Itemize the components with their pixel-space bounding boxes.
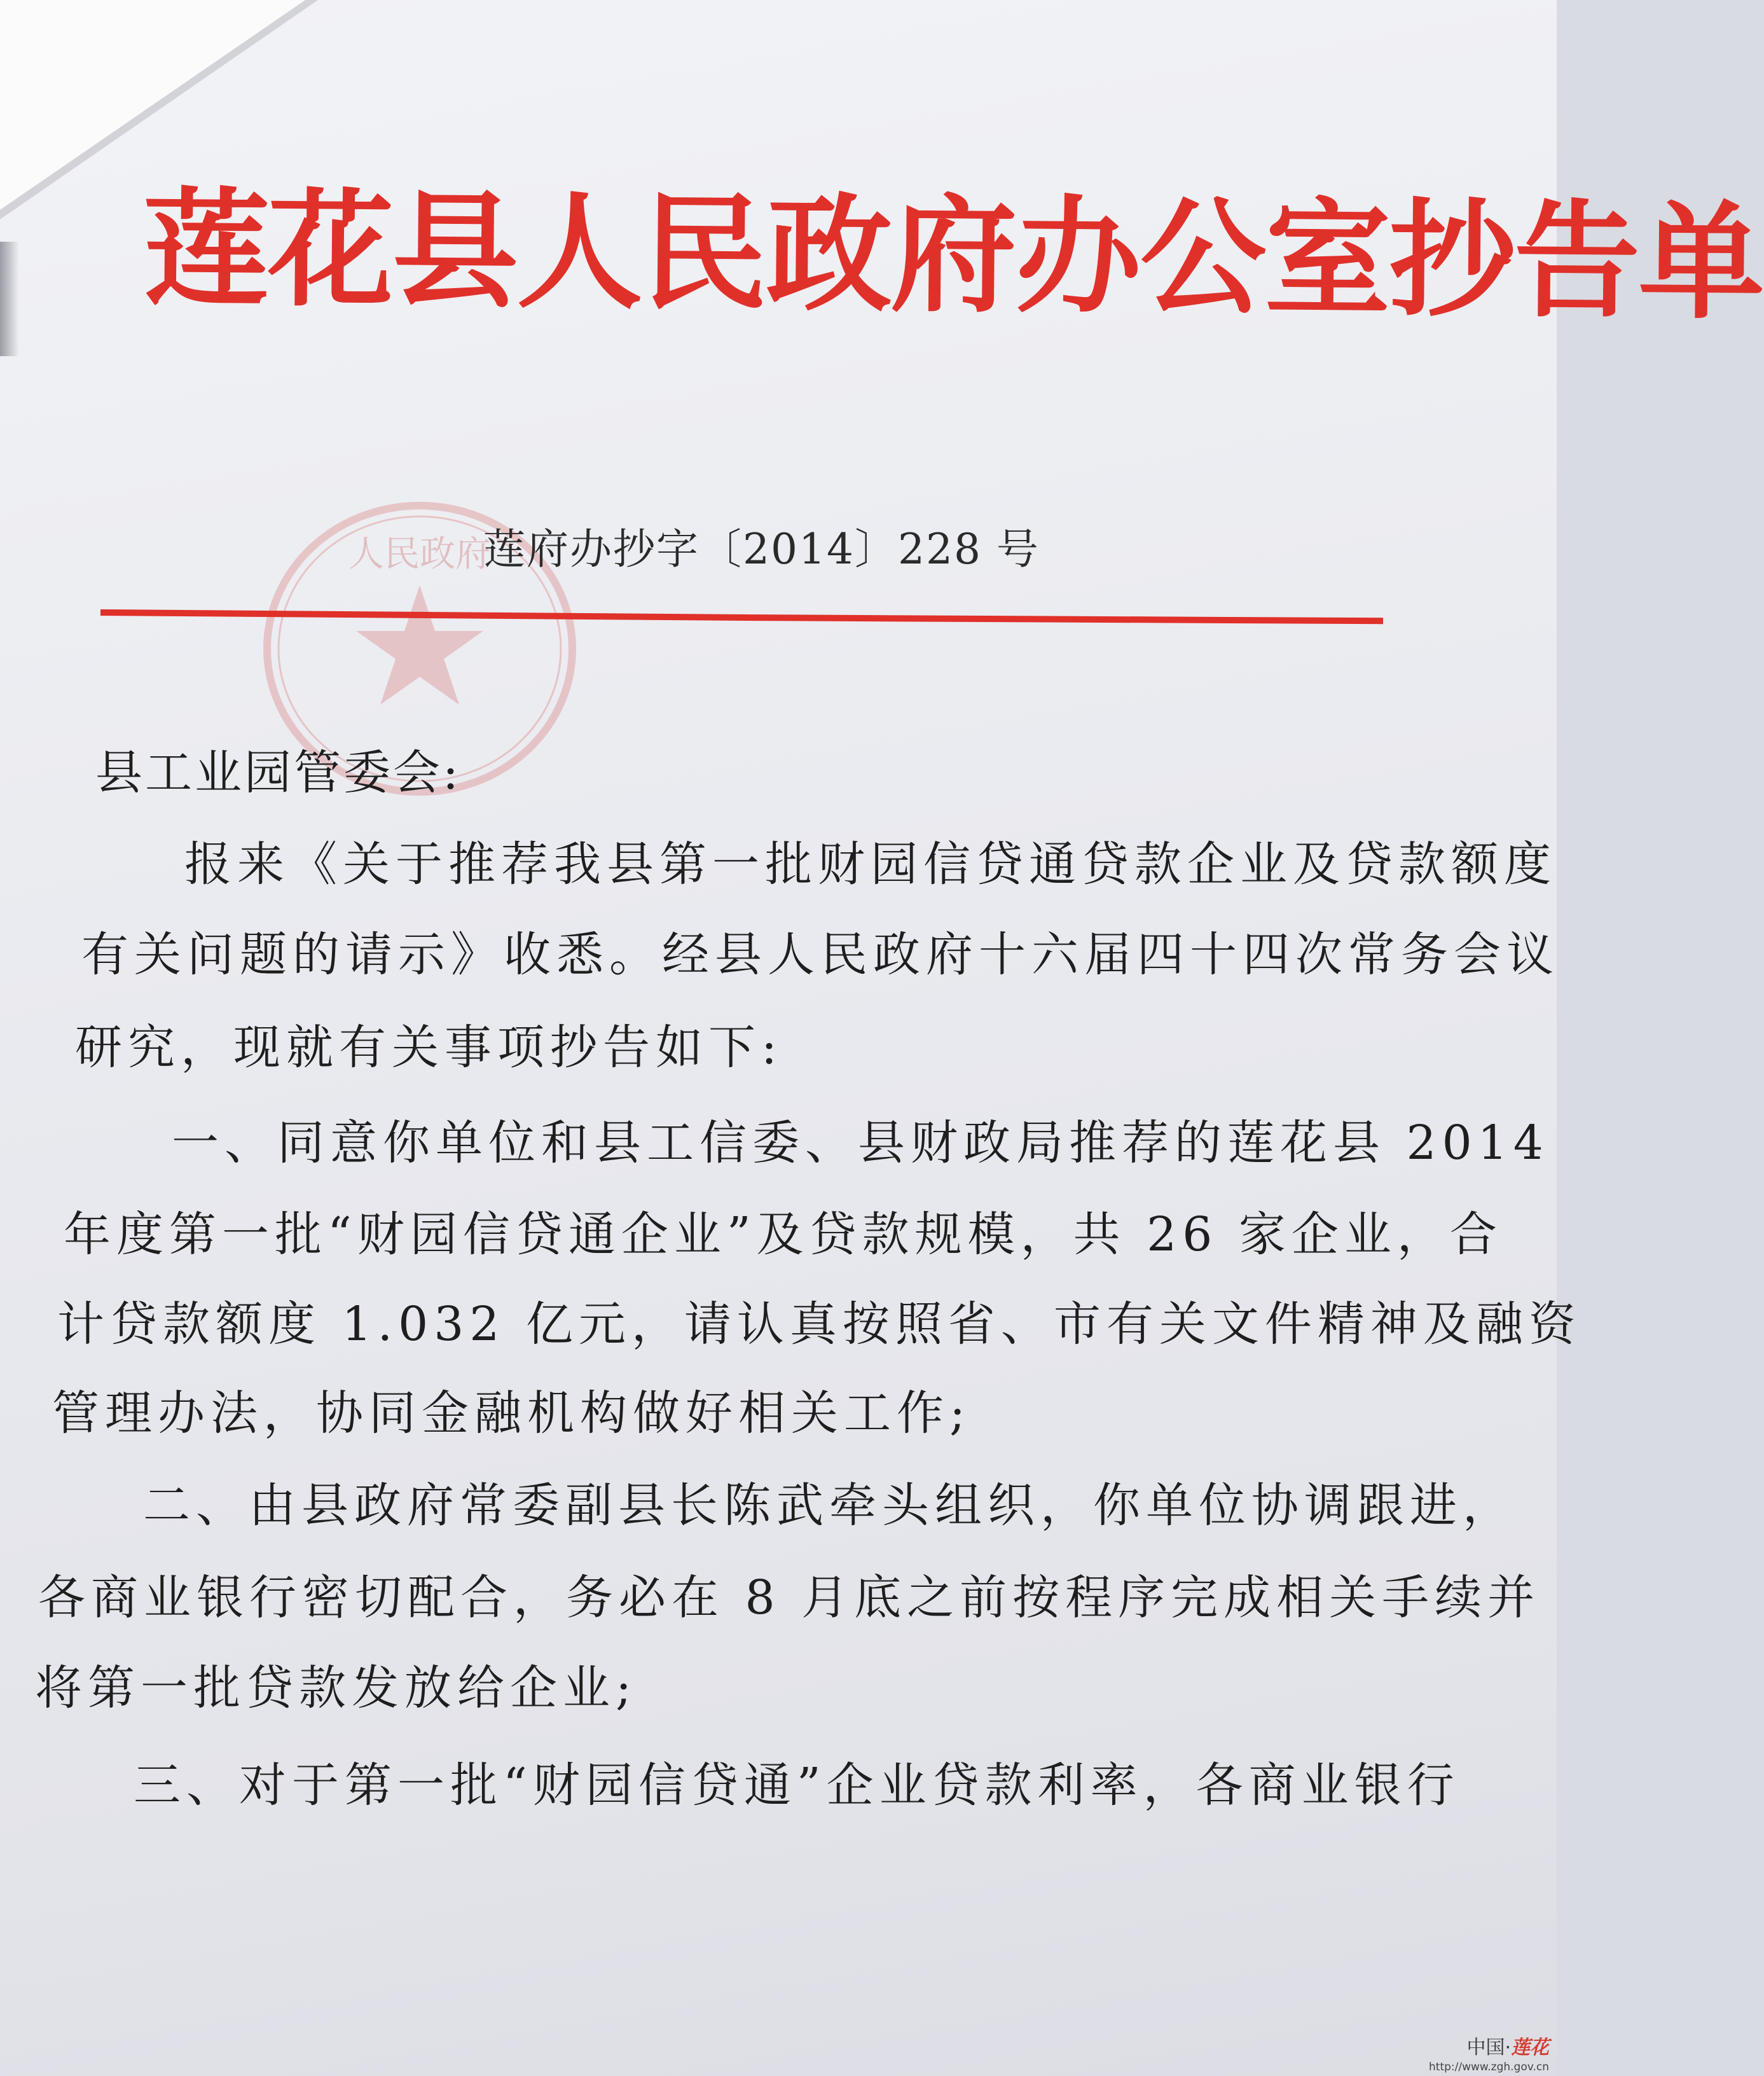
watermark-brand: 莲花 bbox=[1511, 2037, 1549, 2059]
body-line: 管理办法，协同金融机构做好相关工作; bbox=[52, 1386, 971, 1441]
recipient: 县工业园管委会: bbox=[95, 745, 461, 800]
body-line: 计贷款额度 1.032 亿元，请认真按照省、市有关文件精神及融资 bbox=[57, 1297, 1581, 1352]
site-watermark bbox=[1466, 2031, 1549, 2059]
body-line: 研究，现就有关事项抄告如下: bbox=[75, 1020, 783, 1075]
document-number: 莲府办抄字〔2014〕228 号 bbox=[483, 525, 1040, 574]
body-line: 各商业银行密切配合，务必在 8 月底之前按程序完成相关手续并 bbox=[38, 1570, 1541, 1625]
body-line: 有关问题的请示》收悉。经县人民政府十六届四十四次常务会议 bbox=[81, 927, 1559, 982]
body-line: 年度第一批“财园信贷通企业”及贷款规模，共 26 家企业，合 bbox=[64, 1207, 1503, 1262]
red-divider-line-right bbox=[744, 614, 1383, 624]
paper-edge bbox=[0, 242, 19, 356]
seal-text: 人民政府 bbox=[348, 534, 491, 575]
body-line: 一、同意你单位和县工信委、县财政局推荐的莲花县 2014 bbox=[172, 1116, 1549, 1170]
body-line: 报来《关于推荐我县第一批财园信贷通贷款企业及贷款额度 bbox=[184, 837, 1557, 892]
body-line: 将第一批贷款发放给企业; bbox=[35, 1661, 637, 1715]
watermark-url: http://www.zgh.gov.cn bbox=[1429, 2061, 1549, 2073]
body-line: 二、由县政府常委副县长陈武牵头组织，你单位协调跟进， bbox=[143, 1478, 1515, 1533]
watermark-prefix: 中国· bbox=[1466, 2037, 1511, 2059]
body-line: 三、对于第一批“财园信贷通”企业贷款利率，各商业银行 bbox=[134, 1758, 1460, 1813]
document-title: 莲花县人民政府办公室抄告单 bbox=[142, 174, 1764, 336]
